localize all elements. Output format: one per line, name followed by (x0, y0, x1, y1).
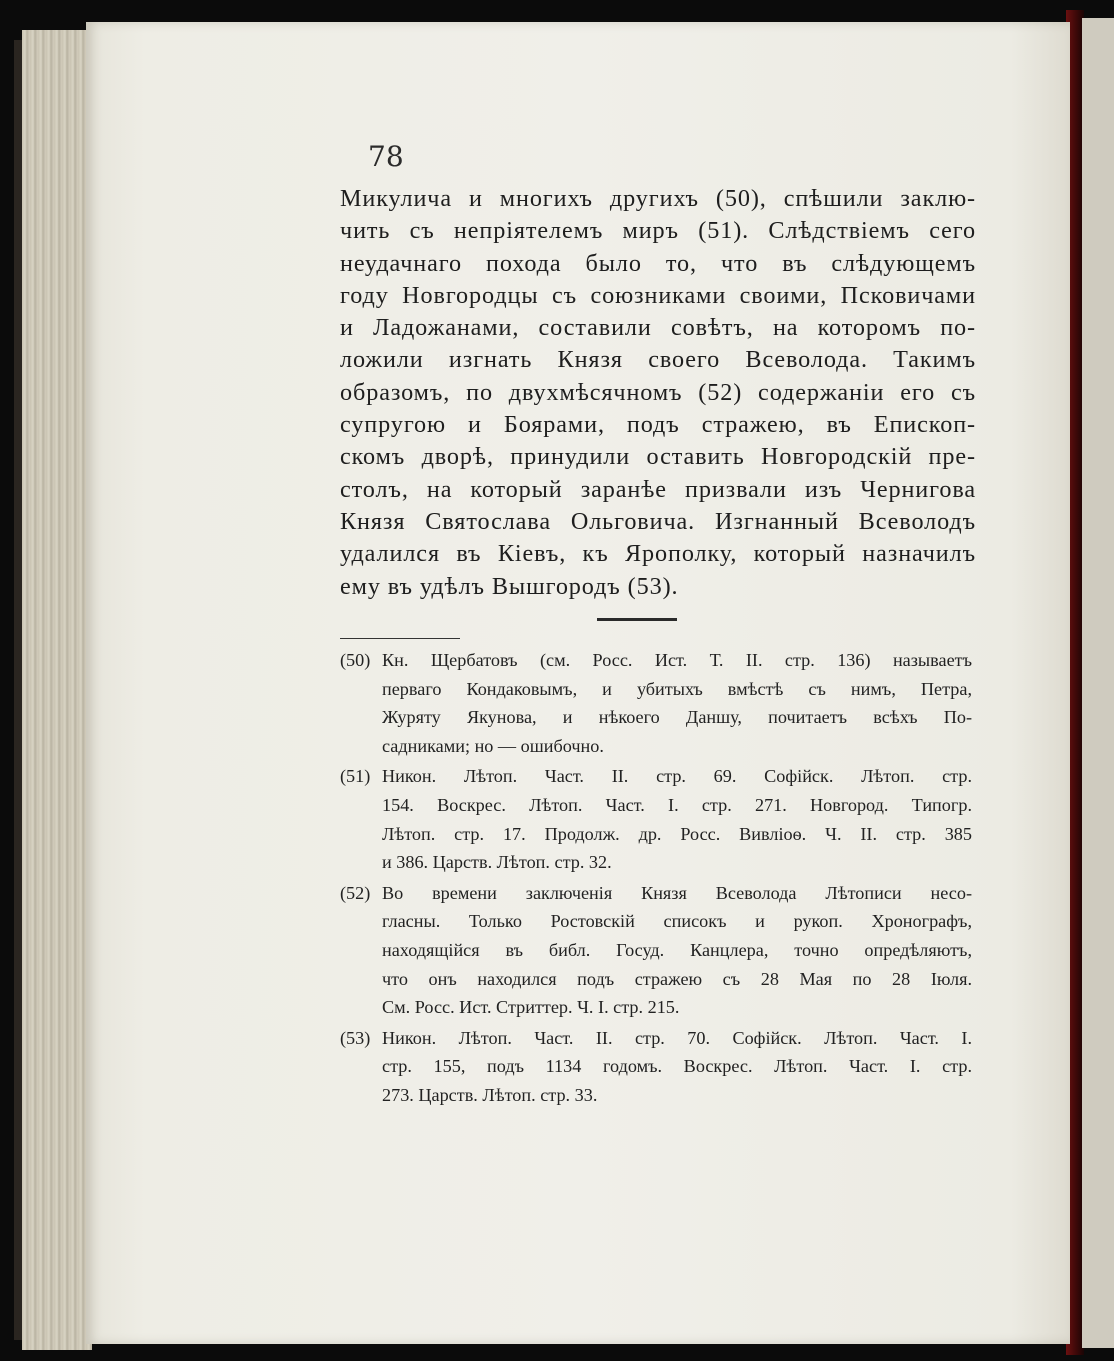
footnote-line: См. Росс. Ист. Стриттер. Ч. I. стр. 215. (382, 997, 680, 1018)
footnote-line: Лѣтоп. стр. 17. Продолж. др. Росс. Вивліоѳ. Ч. II. стр. 385 (382, 823, 972, 844)
section-end-rule (597, 618, 677, 621)
footnote-50 (340, 646, 972, 760)
footnote-53 (340, 1024, 972, 1110)
footnote-number: (53) (340, 1027, 371, 1048)
text-line: Микулича и многихъ другихъ (50), спѣшили заклю- (340, 185, 976, 212)
footnote-number: (51) (340, 766, 371, 787)
footnote-line: Кн. Щербатовъ (см. Росс. Ист. Т. II. стр. 136) называетъ (382, 650, 972, 670)
text-line: неудачнаго похода было то, что въ слѣдующемъ (340, 249, 976, 277)
text-line: удалился въ Кіевъ, къ Ярополку, который назначилъ (340, 540, 976, 568)
footnote-line: и 386. Царств. Лѣтоп. стр. 32. (382, 852, 612, 873)
footnotes (340, 646, 972, 1112)
text-line: образомъ, по двухмѣсячномъ (52) содержаніи его съ (340, 378, 976, 406)
footnote-line: садниками; но — ошибочно. (382, 735, 604, 756)
footnote-52 (340, 879, 972, 1022)
footnote-line: перваго Кондаковымъ, и убитыхъ вмѣстѣ съ нимъ, Петра, (382, 678, 972, 699)
text-line: скомъ дворѣ, принудили оставить Новгородскій пре- (340, 443, 976, 471)
footnote-line: Никон. Лѣтоп. Част. II. стр. 70. Софійск. Лѣтоп. Част. I. (382, 1027, 972, 1048)
text-line: и Ладожанами, составили совѣтъ, на которомъ по- (340, 314, 976, 342)
text-line: столъ, на который заранѣе призвали изъ Чернигова (340, 475, 976, 503)
footnote-line: что онъ находился подъ стражею съ 28 Мая по 28 Іюля. (382, 968, 972, 989)
footnote-number: (52) (340, 882, 371, 903)
footnote-number: (50) (340, 650, 371, 670)
text-line: ему въ удѣлъ Вышгородъ (53). (340, 572, 679, 600)
text-line: чить съ непріятелемъ миръ (51). Слѣдствіемъ сего (340, 217, 976, 245)
text-line: году Новгородцы съ союзниками своими, Псковичами (340, 281, 976, 309)
footnote-51 (340, 762, 972, 876)
footnote-line: 154. Воскрес. Лѣтоп. Част. I. стр. 271. Новгород. Типогр. (382, 794, 972, 815)
footnote-line: стр. 155, подъ 1134 годомъ. Воскрес. Лѣтоп. Част. I. стр. (382, 1056, 972, 1077)
footnote-line: Журяту Якунова, и нѣкоего Даншу, почитаетъ всѣхъ По- (382, 707, 972, 728)
footnote-line: Во времени заключенія Князя Всеволода Лѣтописи несо- (382, 882, 972, 903)
facing-page-edge (1082, 18, 1114, 1348)
text-line: супругою и Боярами, подъ стражею, въ Епископ- (340, 411, 976, 439)
main-text-body (340, 183, 976, 603)
footnote-line: находящійся въ библ. Госуд. Канцлера, точно опредѣляютъ, (382, 939, 972, 960)
page-number: 78 (368, 140, 404, 173)
footnote-separator (340, 638, 460, 639)
footnote-line: гласны. Только Ростовскій списокъ и рукоп. Хронографъ, (382, 911, 972, 932)
page-stack-edge (22, 30, 92, 1350)
footnote-line: 273. Царств. Лѣтоп. стр. 33. (382, 1084, 598, 1105)
text-line: Князя Святослава Ольговича. Изгнанный Всеволодъ (340, 507, 976, 535)
text-line: ложили изгнать Князя своего Всеволода. Такимъ (340, 346, 976, 374)
footnote-line: Никон. Лѣтоп. Част. II. стр. 69. Софійск. Лѣтоп. стр. (382, 766, 972, 787)
